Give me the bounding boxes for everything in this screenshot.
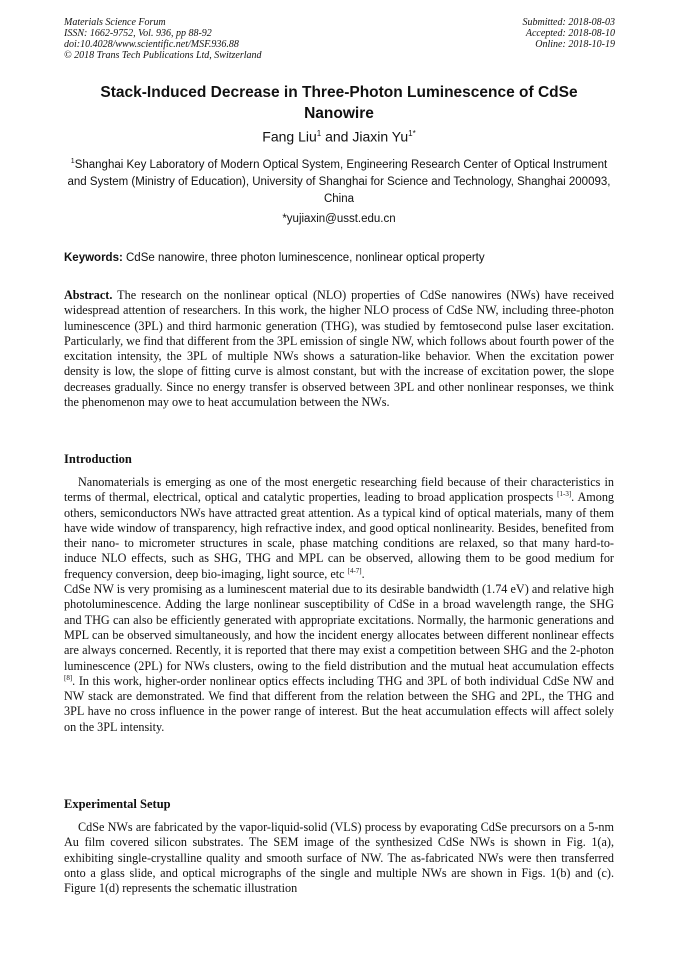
journal-name: Materials Science Forum: [64, 17, 166, 28]
intro-p1-text-c: .: [361, 566, 365, 581]
affiliation-mark: 1: [70, 158, 75, 165]
authors-and: and: [321, 128, 353, 145]
introduction-section: [64, 475, 614, 735]
paper-title: Stack-Induced Decrease in Three-Photon Luminescence of CdSe Nanowire: [100, 84, 578, 122]
keywords-label: Keywords:: [64, 252, 123, 264]
intro-p2-text-a: CdSe NW is very promising as a luminescent material due to its desirable bandwidth (1.74 eV) and relative high photoluminescence. Adding the large nonlinear susceptibility of CdSe in a broad wavelength range, the SHG and THG can also be efficiently generated with appropriate excitations. Normally, the harmonic generations and MPL can be observed simultaneously, and how the incident energy allocates between different nonlinear effects are always concerned. Recently, it is reported that there may exist a competition between SHG and the 2-photon luminescence (2PL) for NWs clusters, owing to the field distribution and the mutual heat accumulation effects: [64, 582, 614, 673]
author-1: Fang Liu: [262, 128, 317, 145]
affiliation-text: Shanghai Key Laboratory of Modern Optical System, Engineering Research Center of Optical Instrument and System (Ministry of Education), University of Shanghai for Science and Technology, Shanghai 200093, China: [67, 158, 611, 205]
intro-paragraph-2: [64, 582, 614, 735]
author-2-affil-mark: 1*: [408, 129, 416, 138]
intro-p1-text-b: . Among others, semiconductors NWs have attracted great attention. As a typical kind of optical materials, many of them have wide window of transparency, high refractive index, and good optical nonlinearity. Besides, benefited from their nano- to micrometer structures in scale, phase matching conditions are relaxed, so that many hard-to-induce NLO effects, such as SHG, THG and MPL can be observed, allowing them to be good medium for frequency conversion, deep bio-imaging, light source, etc: [64, 490, 615, 581]
keywords-text: CdSe nanowire, three photon luminescence, nonlinear optical property: [122, 252, 485, 264]
accepted-date: Accepted: 2018-08-10: [525, 28, 615, 39]
issn-line: ISSN: 1662-9752, Vol. 936, pp 88-92: [64, 28, 212, 39]
citation-8: [8]: [64, 673, 73, 682]
abstract-label: Abstract.: [64, 288, 113, 302]
author-2: Jiaxin Yu: [352, 128, 409, 145]
intro-p1-text-a: Nanomaterials is emerging as one of the most energetic researching field because of their characteristics in terms of thermal, electrical, optical and catalytic properties, leading to broad application prospects: [64, 475, 614, 505]
abstract: [64, 288, 614, 410]
affiliation: [62, 153, 616, 208]
authors: [64, 125, 614, 146]
abstract-text: The research on the nonlinear optical (NLO) properties of CdSe nanowires (NWs) have received widespread attention of researchers. In this work, the higher NLO process of CdSe NW, including three-photon luminescence (3PL) and third harmonic generation (THG), was studied by femtosecond pulse laser excitation. Particularly, we find that different from the 3PL emission of single NW, which follows about fourth power of the excitation intensity, the 3PL of multiple NWs shows a saturation-like behavior. When the excitation power density is low, the slope of fitting curve is almost constant, but with the increase of excitation power, the slope decreases gradually. Since no energy transfer is observed between 3PL and other nonlinear responses, we think the phenomenon may owe to heat accumulation between the NWs.: [64, 288, 614, 410]
intro-p2-text-b: . In this work, higher-order nonlinear optics effects including THG and 3PL of both individual CdSe NW and NW stack are demonstrated. We find that different from the relation between the SHG and 2PL, the THG and 3PL have no cross influence in the power range of interest. But the heat accumulation effects will affect solely on the 3PL intensity.: [64, 673, 614, 734]
experimental-section: [64, 820, 614, 896]
experimental-paragraph-1: CdSe NWs are fabricated by the vapor-liquid-solid (VLS) process by evaporating CdSe precursors on a 5-nm Au film covered silicon substrates. The SEM image of the synthesized CdSe NWs is shown in Fig. 1(a), exhibiting single-crystalline quality and smooth surface of NW. The as-fabricated NWs were then transferred onto a glass slide, and optical micrographs of the single and multiple NWs are shown in Figs. 1(b) and (c). Figure 1(d) represents the schematic illustration: [64, 820, 614, 896]
journal-info: [64, 17, 364, 61]
doi-line: doi:10.4028/www.scientific.net/MSF.936.88: [64, 39, 239, 50]
corresponding-email: *yujiaxin@usst.edu.cn: [282, 213, 396, 225]
dates-info: [415, 17, 615, 50]
keywords: [64, 251, 614, 265]
online-date: Online: 2018-10-19: [535, 39, 615, 50]
intro-paragraph-1: [64, 475, 614, 582]
submitted-date: Submitted: 2018-08-03: [522, 17, 615, 28]
citation-1-3: [1-3]: [557, 490, 572, 499]
introduction-heading: Introduction: [64, 452, 132, 466]
citation-4-7: [4-7]: [347, 566, 362, 575]
author-1-affil-mark: 1: [316, 129, 322, 138]
copyright-line: © 2018 Trans Tech Publications Ltd, Switzerland: [64, 50, 262, 61]
experimental-heading: Experimental Setup: [64, 797, 171, 811]
